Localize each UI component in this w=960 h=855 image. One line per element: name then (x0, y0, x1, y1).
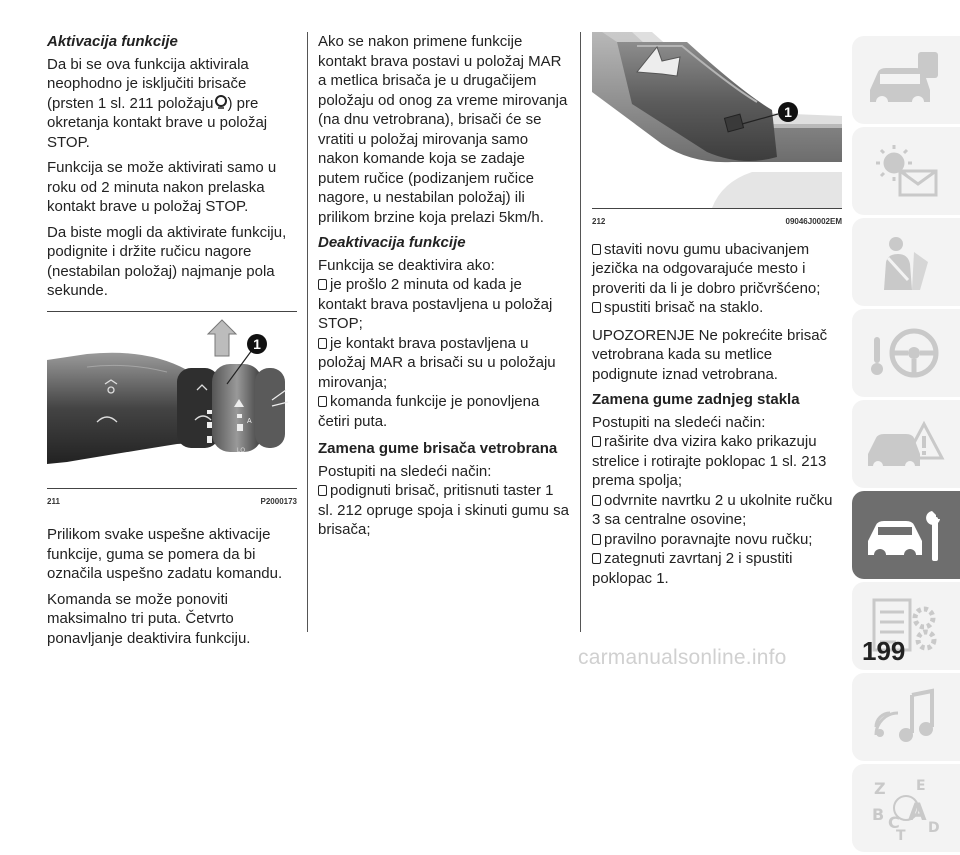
wiper-stalk-illustration (47, 312, 297, 488)
checkbox-bullet-icon (318, 338, 327, 349)
heading-deactivation: Deaktivacija funkcije (318, 234, 466, 251)
figure-frame (592, 32, 842, 209)
list-item: raširite dva vizira kako prikazuju strelice i rotirajte poklopac 1 sl. 213 prema spolja; (592, 433, 827, 489)
paragraph: Prilikom svake uspešne aktivacije funkcije, guma se pomera da bi označila uspešno zadatu komandu. (47, 526, 283, 582)
checkbox-bullet-icon (592, 436, 601, 447)
callout-1: 1 (253, 335, 261, 352)
svg-text:LO: LO (237, 447, 246, 454)
list-item: pravilno poravnajte novu ručku; (592, 530, 842, 550)
figure-212 (592, 32, 842, 232)
paragraph: Postupiti na sledeći način: (592, 413, 766, 431)
figure-code: 09046J0002EM (785, 217, 842, 226)
figure-211 (47, 311, 297, 512)
paragraph: Funkcija se deaktivira ako: (318, 256, 495, 274)
heading-rear-wiper: Zamena gume zadnjeg stakla (592, 391, 800, 408)
steering-wheel-icon (866, 323, 946, 383)
figure-number: 212 (592, 217, 606, 226)
watermark: carmanualsonline.info (578, 646, 787, 669)
heading-front-wiper: Zamena gume brisača vetrobrana (318, 440, 558, 457)
tab-driving[interactable] (852, 309, 960, 397)
list-item: podignuti brisač, pritisnuti taster 1 sl. 212 opruge spoja i skinuti gumu sa brisača; (318, 482, 569, 538)
tab-warning-lights[interactable] (852, 127, 960, 215)
svg-text:Z: Z (874, 779, 886, 798)
ring-off-icon (214, 95, 228, 109)
list-item: staviti novu gumu ubacivanjem jezička na odgovarajuće mesto i proveriti da li je dobro pričvršćeno; (592, 240, 821, 297)
svg-text:T: T (896, 828, 906, 840)
figure-number: 211 (47, 496, 60, 506)
index-icon (866, 776, 946, 840)
tab-multimedia[interactable] (852, 673, 960, 761)
tab-emergency[interactable] (852, 400, 960, 488)
chapter-tabs (852, 36, 960, 855)
callout-1: 1 (784, 104, 792, 120)
column-right (592, 32, 842, 588)
warning-paragraph: UPOZORENJE Ne pokrećite brisač vetrobrana kada su metlice podignute iznad vetrobrana. (592, 326, 828, 383)
list-item: odvrnite navrtku 2 u ukolnite ručku 3 sa centralne osovine; (592, 491, 833, 528)
figure-caption (47, 492, 297, 512)
checkbox-bullet-icon (592, 244, 601, 255)
figure-frame (47, 311, 297, 489)
tab-index[interactable] (852, 764, 960, 852)
column-divider (307, 32, 308, 632)
figure-code: P2000173 (260, 496, 297, 506)
emergency-icon (866, 414, 946, 474)
multimedia-icon (866, 687, 946, 747)
checkbox-bullet-icon (592, 534, 601, 545)
page-number: 199 (862, 636, 906, 666)
svg-text:C: C (888, 813, 900, 832)
svg-text:E: E (916, 778, 926, 794)
column-middle (318, 32, 570, 540)
tab-service[interactable] (852, 491, 960, 579)
tab-car-info[interactable] (852, 36, 960, 124)
wiper-blade-illustration (592, 32, 842, 208)
list-item: zategnuti zavrtanj 2 i spustiti poklopac 1. (592, 550, 793, 587)
paragraph: Ako se nakon primene funkcije kontakt brava postavi u položaj MAR a metlica brisača je u drugačijem položaju od onog za vreme mirovanja (na dnu vetrobrana), brisači će se vratiti u položaj mirovanja samo nakon komande koja se zadaje putem ručice (podizanjem ručice nagore, u nestabilan položaj) ili prilikom brzine koja prelazi 5km/h. (318, 33, 568, 226)
column-divider (580, 32, 581, 632)
checkbox-bullet-icon (592, 553, 601, 564)
list-item: komanda funkcije je ponovljena četiri puta. (318, 393, 540, 430)
list-item: je kontakt brava postavljena u položaj MAR a brisači su u položaju mirovanja; (318, 334, 556, 391)
heading-activation: Aktivacija funkcije (47, 33, 178, 50)
tab-safety[interactable] (852, 218, 960, 306)
checkbox-bullet-icon (592, 302, 601, 313)
list-item: spustiti brisač na staklo. (592, 298, 842, 318)
paragraph: Postupiti na sledeći način: (318, 462, 492, 480)
checkbox-bullet-icon (318, 396, 327, 407)
car-info-icon (866, 50, 946, 110)
warning-lights-icon (866, 141, 946, 201)
svg-text:B: B (872, 805, 885, 824)
svg-text:A: A (247, 417, 252, 425)
list-item: je prošlo 2 minuta od kada je kontakt brava postavljena u položaj STOP; (318, 276, 553, 332)
safety-airbag-icon (866, 232, 946, 292)
svg-text:A: A (908, 798, 927, 826)
column-left (47, 32, 297, 654)
car-service-icon (866, 505, 946, 565)
checkbox-bullet-icon (592, 495, 601, 506)
paragraph: Funkcija se može aktivirati samo u roku od 2 minuta nakon prelaska kontakt brave u položaj STOP. (47, 159, 277, 215)
paragraph: Da bi se ova funkcija aktivirala neophodno je isključiti brisače (prsten 1 sl. 211 položaju ) pre okretanja kontakt brave u položaj STOP. (47, 55, 268, 151)
svg-text:D: D (928, 820, 940, 836)
paragraph: Komanda se može ponoviti maksimalno tri puta. Četvrto ponavljanje deaktivira funkciju. (47, 590, 251, 647)
paragraph: Da biste mogli da aktivirate funkciju, podignite i držite ručicu nagore (nestabilan položaj) najmanje pola sekunde. (47, 223, 287, 299)
checkbox-bullet-icon (318, 279, 327, 290)
checkbox-bullet-icon (318, 485, 327, 496)
figure-caption (592, 212, 842, 232)
